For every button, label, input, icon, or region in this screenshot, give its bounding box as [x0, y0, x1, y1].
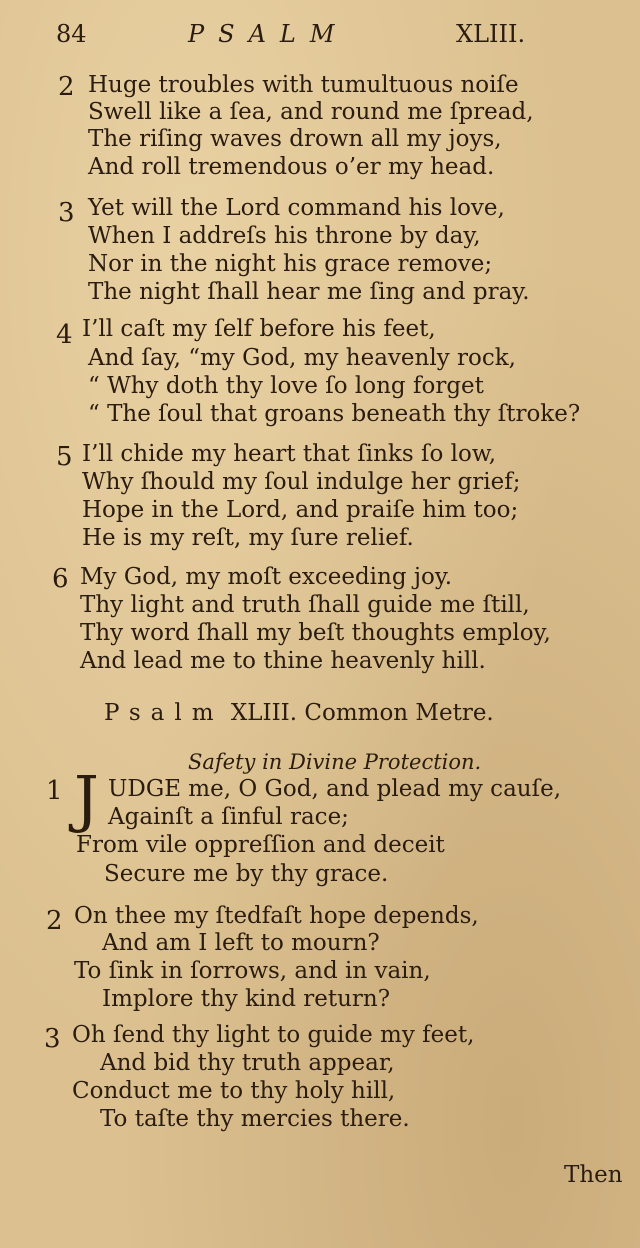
stanza-number: 3: [58, 198, 75, 228]
verse-line: UDGE me, O God, and plead my cauſe,: [108, 776, 562, 802]
verse-line: I’ll chide my heart that ſinks ſo low,: [82, 441, 497, 467]
verse-line: To ſink in ſorrows, and in vain,: [74, 958, 431, 984]
verse-line: My God, my moſt exceeding joy.: [80, 564, 453, 590]
verse-line: And roll tremendous o’er my head.: [88, 154, 495, 180]
verse-line: Yet will the Lord command his love,: [88, 195, 505, 221]
verse-line: Againſt a ſinful race;: [108, 804, 349, 830]
stanza-number: 4: [56, 320, 73, 350]
verse-line: And lead me to thine heavenly hill.: [80, 648, 486, 674]
verse-line: From vile oppreſſion and deceit: [76, 832, 445, 858]
verse-line: And ſay, “my God, my heavenly rock,: [88, 345, 516, 371]
section-heading-rest: XLIII. Common Metre.: [223, 700, 494, 726]
running-numeral: XLIII.: [456, 20, 526, 48]
verse-line: And am I left to mourn?: [102, 930, 380, 956]
running-header: [0, 18, 640, 54]
verse-line: Implore thy kind return?: [102, 986, 391, 1012]
stanza-number: 2: [46, 906, 63, 936]
page-number: 84: [56, 20, 87, 48]
section-psalm-word: Psalm: [104, 700, 224, 726]
stanza-number: 2: [58, 72, 75, 102]
stanza-number: 1: [46, 776, 63, 806]
verse-line: Oh ſend thy light to guide my feet,: [72, 1022, 475, 1048]
running-title: PSALM: [188, 20, 349, 48]
catchword: Then: [564, 1162, 623, 1188]
verse-line: Secure me by thy grace.: [104, 861, 389, 887]
verse-line: Thy light and truth ſhall guide me ſtill,: [80, 592, 530, 618]
verse-line: When I addreſs his throne by day,: [88, 223, 481, 249]
verse-line: “ Why doth thy love ſo long forget: [88, 373, 484, 399]
stanza-number: 5: [56, 442, 73, 472]
section-subtitle: Safety in Divine Protection.: [188, 750, 482, 774]
verse-line: And bid thy truth appear,: [100, 1050, 395, 1076]
drop-cap: J: [74, 762, 99, 835]
verse-line: I’ll caſt my ſelf before his feet,: [82, 316, 436, 342]
verse-line: The night ſhall hear me ſing and pray.: [88, 279, 530, 305]
verse-line: The riſing waves drown all my joys,: [88, 126, 502, 152]
verse-line: Hope in the Lord, and praiſe him too;: [82, 497, 519, 523]
verse-line: Why ſhould my ſoul indulge her grief;: [82, 469, 521, 495]
verse-line: Nor in the night his grace remove;: [88, 251, 493, 277]
verse-line: On thee my ſtedfaſt hope depends,: [74, 903, 479, 929]
stanza-number: 3: [44, 1024, 61, 1054]
stanza-number: 6: [52, 564, 69, 594]
verse-line: To taſte thy mercies there.: [100, 1106, 410, 1132]
verse-line: Conduct me to thy holy hill,: [72, 1078, 396, 1104]
verse-line: He is my reſt, my ſure relief.: [82, 525, 414, 551]
verse-line: Swell like a ſea, and round me ſpread,: [88, 99, 534, 125]
verse-line: “ The ſoul that groans beneath thy ſtroke?: [88, 401, 581, 427]
verse-line: Huge troubles with tumultuous noiſe: [88, 72, 519, 98]
section-heading: [104, 700, 494, 726]
verse-line: Thy word ſhall my beſt thoughts employ,: [80, 620, 551, 646]
